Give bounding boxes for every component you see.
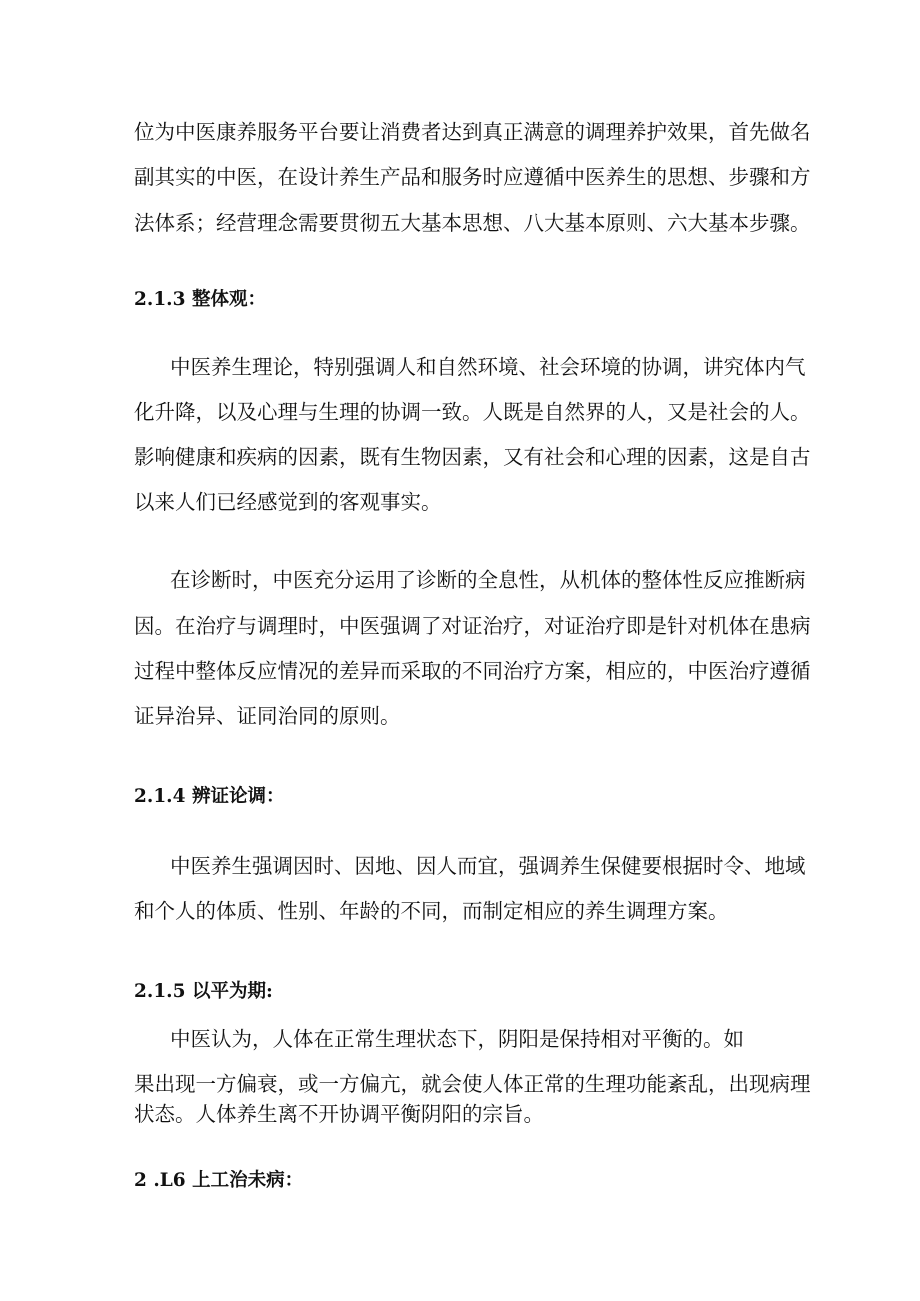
paragraph-line: 过程中整体反应情况的差异而采取的不同治疗方案，相应的，中医治疗遵循 — [134, 659, 811, 683]
paragraph-line: 和个人的体质、性别、年龄的不同，而制定相应的养生调理方案。 — [134, 899, 729, 923]
paragraph-line: 证异治异、证同治同的原则。 — [134, 704, 401, 728]
paragraph-line: 中医养生强调因时、因地、因人而宜，强调养生保健要根据时令、地域 — [170, 854, 806, 878]
section-heading-2-1-6: 2 .L6 上工治未病： — [134, 1170, 304, 1191]
paragraph-line: 果出现一方偏衰，或一方偏亢，就会使人体正常的生理功能紊乱，出现病理 — [134, 1072, 811, 1096]
intro-line-2: 副其实的中医，在设计养生产品和服务时应遵循中医养生的思想、步骤和方 — [134, 165, 811, 189]
section-heading-2-1-4: 2.1.4 辨证论调： — [134, 786, 285, 807]
paragraph-line: 状态。人体养生离不开协调平衡阴阳的宗旨。 — [134, 1102, 544, 1126]
section-heading-2-1-3: 2.1.3 整体观： — [134, 289, 266, 310]
paragraph-line: 以来人们已经感觉到的客观事实。 — [134, 490, 442, 514]
paragraph-line: 中医养生理论，特别强调人和自然环境、社会环境的协调，讲究体内气 — [170, 355, 806, 379]
paragraph-line: 在诊断时，中医充分运用了诊断的全息性，从机体的整体性反应推断病 — [170, 568, 806, 592]
paragraph-line: 化升降，以及心理与生理的协调一致。人既是自然界的人，又是社会的人。 — [134, 400, 811, 424]
intro-line-1: 位为中医康养服务平台要让消费者达到真正满意的调理养护效果，首先做名 — [134, 120, 811, 144]
paragraph-line: 因。在治疗与调理时，中医强调了对证治疗，对证治疗即是针对机体在患病 — [134, 614, 811, 638]
paragraph-line: 影响健康和疾病的因素，既有生物因素，又有社会和心理的因素，这是自古 — [134, 445, 811, 469]
paragraph-line: 中医认为，人体在正常生理状态下，阴阳是保持相对平衡的。如 — [170, 1027, 744, 1051]
section-heading-2-1-5: 2.1.5 以平为期: — [134, 981, 273, 1002]
intro-line-3: 法体系；经营理念需要贯彻五大基本思想、八大基本原则、六大基本步骤。 — [134, 211, 811, 235]
